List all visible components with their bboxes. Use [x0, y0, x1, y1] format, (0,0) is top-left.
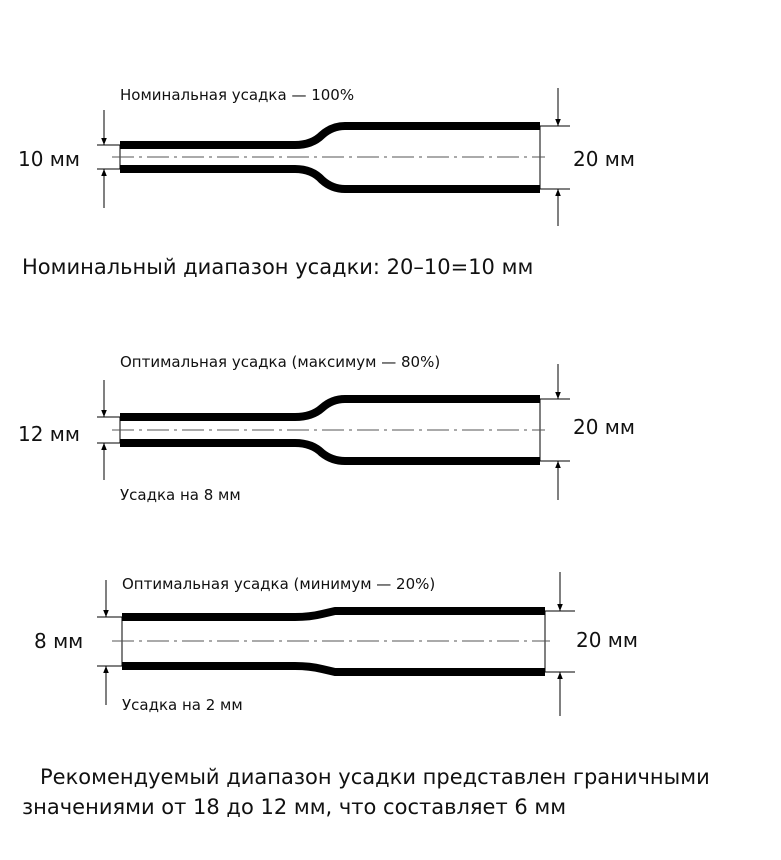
nominal-range-text: Номинальный диапазон усадки: 20–10=10 мм: [22, 255, 534, 279]
diagram-1-left-dim: 10 мм: [18, 147, 80, 171]
diagram-1-top-label: Номинальная усадка — 100%: [120, 86, 355, 104]
tube-bottom-wall: [120, 169, 540, 189]
diagram-min: [34, 572, 638, 716]
diagram-3-right-dim: 20 мм: [576, 628, 638, 652]
diagram-2-right-dim: 20 мм: [573, 415, 635, 439]
diagram-1-right-dim: 20 мм: [573, 147, 635, 171]
recommended-range-text: Рекомендуемый диапазон усадки представлен граничными значениями от 18 до 12 мм, что составляет 6 мм: [22, 765, 710, 819]
diagram-2-top-label: Оптимальная усадка (максимум — 80%): [120, 353, 441, 371]
diagram-3-left-dim: 8 мм: [34, 629, 84, 653]
diagram-2-left-dim: 12 мм: [18, 422, 80, 446]
diagram-nominal: [18, 86, 635, 226]
diagram-max: [18, 353, 635, 504]
diagram-3-bottom-label: Усадка на 2 мм: [122, 696, 243, 714]
diagram-2-bottom-label: Усадка на 8 мм: [120, 486, 241, 504]
tube-top-wall: [120, 126, 540, 145]
diagram-3-top-label: Оптимальная усадка (минимум — 20%): [122, 575, 436, 593]
